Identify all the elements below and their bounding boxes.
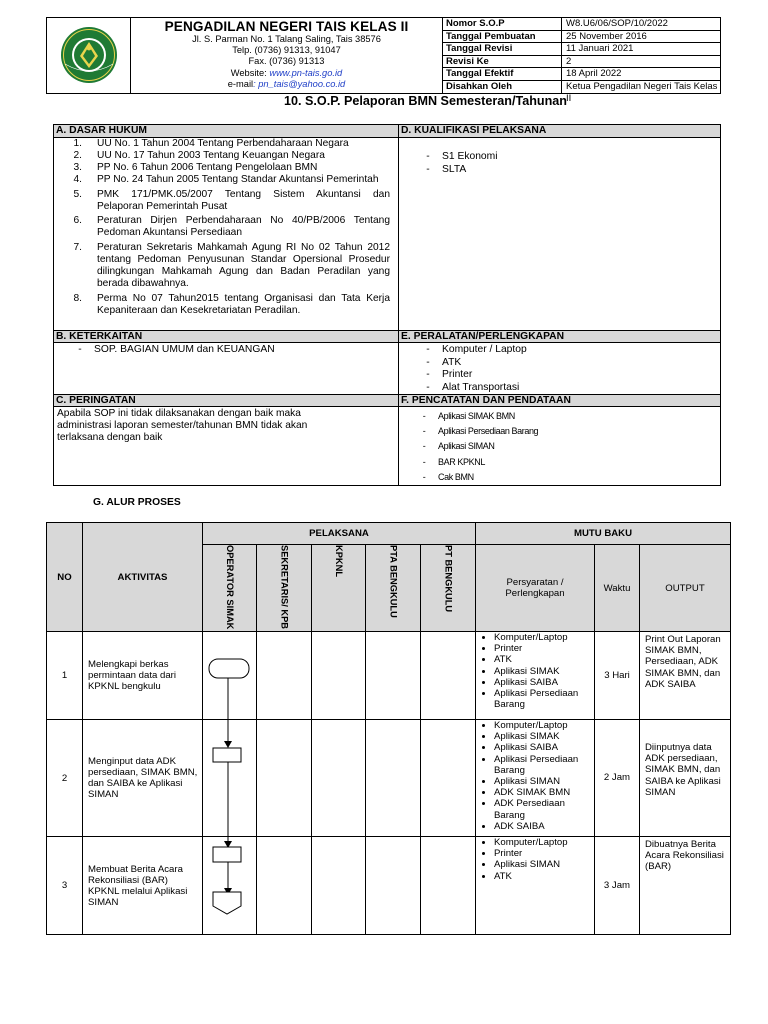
actor-cell [257, 837, 312, 935]
process-row [47, 720, 731, 837]
col-pelaksana: PELAKSANA [203, 523, 476, 545]
kualifikasi-item [414, 164, 714, 177]
persyaratan-item: • Komputer/Laptop [494, 632, 594, 643]
persyaratan-item: • Aplikasi Persediaan Barang [494, 688, 594, 710]
dasar-hukum-item [54, 215, 398, 239]
pencatatan-list [410, 409, 710, 485]
process-output: Dibuatnya Berita Acara Rekonsiliasi (BAR) [640, 837, 731, 935]
court-address-block [131, 18, 443, 93]
peringatan-text: Apabila SOP ini tidak dilaksanakan dengan baik maka administrasi laporan semester/tahunan BMN tidak akan terlaksana dengan baik [57, 408, 308, 443]
persyaratan-item: • ADK SAIBA [494, 821, 594, 832]
meta-row [443, 18, 721, 31]
kualifikasi-list [414, 151, 714, 176]
process-aktivitas: Melengkapi berkas permintaan data dari KPKNL bengkulu [83, 632, 203, 720]
section-e-header: E. PERALATAN/PERLENGKAPAN [399, 330, 720, 343]
persyaratan-item: • Aplikasi Persediaan Barang [494, 754, 594, 776]
meta-value: 25 November 2016 [566, 30, 647, 42]
meta-key: Tanggal Efektif [443, 68, 562, 80]
pencatatan-item [410, 424, 710, 439]
persyaratan-list [476, 720, 594, 832]
website-link[interactable]: www.pn-tais.go.id [269, 67, 343, 78]
col-waktu: Waktu [595, 545, 640, 632]
process-row [47, 837, 731, 935]
dash-bullet: - [426, 369, 430, 380]
court-address: Jl. S. Parman No. 1 Talang Saling, Tais 38576 [192, 34, 381, 44]
persyaratan-item: • Komputer/Laptop [494, 720, 594, 731]
persyaratan-item: • ADK SIMAK BMN [494, 787, 594, 798]
persyaratan-item: • Printer [494, 848, 594, 859]
pencatatan-text: BAR KPKNL [438, 456, 485, 467]
actor-cell [312, 632, 366, 720]
dash-bullet: - [422, 471, 426, 482]
peralatan-text: Printer [442, 369, 473, 380]
sop-meta-table [443, 18, 721, 104]
website-label: Website: [230, 67, 270, 78]
process-aktivitas: Membuat Berita Acara Rekonsiliasi (BAR) KPKNL melalui Aplikasi SIMAN [83, 837, 203, 935]
persyaratan-item: • ATK [494, 871, 594, 882]
col-mutu-baku: MUTU BAKU [476, 523, 731, 545]
meta-value: 11 Januari 2021 [566, 43, 634, 54]
peralatan-text: Komputer / Laptop [442, 344, 527, 355]
court-phone: Telp. (0736) 91313, 91047 [232, 45, 341, 56]
meta-value: Ketua Pengadilan Negeri Tais Kelas II [566, 80, 718, 104]
persyaratan-item: • Aplikasi SIMAK [494, 666, 594, 677]
dasar-hukum-number: 3. [73, 161, 82, 173]
persyaratan-list [476, 837, 594, 882]
dash-bullet: - [422, 426, 426, 437]
persyaratan-item: • Aplikasi SIMAK [494, 731, 594, 742]
dasar-hukum-item [54, 174, 398, 186]
dash-bullet: - [426, 356, 430, 368]
email-label: e-mail [227, 78, 254, 89]
peralatan-text: Alat Transportasi [442, 381, 520, 393]
pencatatan-item [410, 455, 710, 470]
persyaratan-item: • ADK Persediaan Barang [494, 798, 594, 820]
section-c-header: C. PERINGATAN [54, 394, 398, 407]
meta-row [443, 31, 721, 44]
process-no: 3 [47, 837, 83, 935]
persyaratan-item: • Aplikasi SIMAN [494, 776, 594, 787]
col-output: OUTPUT [640, 545, 731, 632]
pencatatan-text: Aplikasi SIMAN [438, 441, 495, 452]
dasar-hukum-number: 6. [73, 215, 82, 227]
court-name: PENGADILAN NEGERI TAIS KELAS II [164, 19, 409, 34]
meta-row [443, 43, 721, 56]
actor-cell [421, 720, 476, 837]
dasar-hukum-list [54, 138, 398, 317]
dasar-hukum-number: 4. [73, 173, 82, 185]
pencatatan-text: Cak BMN [438, 471, 474, 482]
dasar-hukum-text: PP No. 24 Tahun 2005 Tentang Standar Akuntansi Pemerintah [97, 173, 379, 185]
keterkaitan-list [66, 344, 386, 357]
actor-cell [203, 720, 257, 837]
col-aktivitas: AKTIVITAS [83, 523, 203, 632]
peralatan-item [414, 382, 714, 395]
dasar-hukum-text: PP No. 6 Tahun 2006 Tentang Pengelolaan BMN [97, 161, 318, 173]
col-no: NO [47, 523, 83, 632]
process-persyaratan [476, 632, 595, 720]
actor-cell [203, 632, 257, 720]
process-row [47, 632, 731, 720]
dash-bullet: - [422, 411, 426, 421]
actor-cell [421, 837, 476, 935]
dash-bullet: - [426, 344, 430, 355]
section-d-header: D. KUALIFIKASI PELAKSANA [399, 125, 720, 138]
peralatan-item [414, 344, 714, 357]
actor-cell [312, 720, 366, 837]
actor-cell [421, 632, 476, 720]
court-website-line [131, 68, 442, 79]
court-fax: Fax. (0736) 91313 [248, 56, 325, 67]
peralatan-list [414, 344, 714, 394]
process-output: Diinputnya data ADK persediaan, SIMAK BMN, dan SAIBA ke Aplikasi SIMAN [640, 720, 731, 837]
dasar-hukum-number: 8. [73, 292, 82, 304]
pencatatan-text: Aplikasi SIMAK BMN [438, 411, 515, 421]
keterkaitan-text: SOP. BAGIAN UMUM dan KEUANGAN [94, 344, 275, 355]
dash-bullet: - [426, 151, 430, 162]
meta-key: Disahkan Oleh [443, 81, 562, 94]
dash-bullet: - [422, 456, 426, 467]
col-persyaratan: Persyaratan / Perlengkapan [476, 545, 595, 632]
persyaratan-item: • Aplikasi SIMAN [494, 859, 594, 870]
actor-cell [366, 632, 421, 720]
dash-bullet: - [78, 344, 82, 355]
section-b-header: B. KETERKAITAN [54, 330, 398, 343]
dasar-hukum-text: Peraturan Sekretaris Mahkamah Agung RI No 02 Tahun 2012 tentang Pedoman Penyusunan Standar Opersional Prosedur dilingkungan Mahkamah Agung dan Badan Peradilan yang berada dibawahnya. [97, 242, 390, 289]
col-actor-operator-simak: OPERATOR SIMAK [203, 545, 257, 632]
persyaratan-item: • Komputer/Laptop [494, 837, 594, 848]
dash-bullet: - [426, 163, 430, 175]
process-waktu: 2 Jam [595, 720, 640, 837]
pencatatan-item [410, 439, 710, 454]
meta-key: Nomor S.O.P [443, 18, 562, 30]
pencatatan-item [410, 470, 710, 485]
col-actor-kpknl: KPKNL [312, 545, 366, 632]
kualifikasi-text: S1 Ekonomi [442, 151, 498, 162]
dasar-hukum-item [54, 150, 398, 162]
dasar-hukum-number: 7. [73, 242, 82, 254]
process-no: 1 [47, 632, 83, 720]
sop-title: 10. S.O.P. Pelaporan BMN Semesteran/Tahunan [284, 94, 567, 108]
logo-cell [47, 18, 131, 93]
kualifikasi-item [414, 151, 714, 164]
dasar-hukum-item [54, 293, 398, 317]
pencatatan-text: Aplikasi Persediaan Barang [438, 426, 539, 437]
meta-row [443, 68, 721, 81]
persyaratan-item: • ATK [494, 654, 594, 665]
persyaratan-item: • Printer [494, 643, 594, 654]
dasar-hukum-item [54, 138, 398, 150]
peralatan-item [414, 357, 714, 370]
dasar-hukum-text: PMK 171/PMK.05/2007 Tentang Sistem Akuntansi dan Pelaporan Pemerintah Pusat [97, 188, 390, 212]
meta-value: 18 April 2022 [566, 68, 622, 79]
persyaratan-list [476, 632, 594, 710]
process-persyaratan [476, 720, 595, 837]
col-actor-pta-bengkulu: PTA BENGKULU [366, 545, 421, 632]
alur-proses-table [46, 522, 731, 935]
keterkaitan-item [66, 344, 386, 357]
process-aktivitas: Menginput data ADK persediaan, SIMAK BMN, dan SAIBA ke Aplikasi SIMAN [83, 720, 203, 837]
process-waktu: 3 Hari [595, 632, 640, 720]
meta-value: W8.U6/06/SOP/10/2022 [566, 18, 668, 29]
actor-cell [366, 837, 421, 935]
dasar-hukum-item [54, 189, 398, 213]
peralatan-text: ATK [442, 356, 462, 368]
dasar-hukum-text: Peraturan Dirjen Perbendaharaan No 40/PB/2006 Tentang Pedoman Akuntansi Persediaan [97, 215, 390, 239]
court-email-line [131, 79, 442, 90]
dasar-hukum-text: UU No. 17 Tahun 2003 Tentang Keuangan Negara [97, 149, 325, 161]
meta-row [443, 80, 721, 104]
section-g-title: G. ALUR PROSES [93, 497, 181, 508]
col-actor-sekretaris-kpb: SEKRETARIS/ KPB [257, 545, 312, 632]
dash-bullet: - [422, 441, 426, 452]
dasar-hukum-item [54, 162, 398, 174]
dasar-hukum-number: 1. [73, 138, 82, 149]
meta-key: Tanggal Pembuatan [443, 31, 562, 43]
actor-cell [257, 720, 312, 837]
process-waktu: 3 Jam [595, 837, 640, 935]
dasar-hukum-number: 5. [73, 188, 82, 200]
meta-key: Tanggal Revisi [443, 43, 562, 55]
actor-cell [366, 720, 421, 837]
email-link[interactable]: : pn_tais@yahoo.co.id [253, 78, 346, 89]
process-persyaratan [476, 837, 595, 935]
pencatatan-item [410, 409, 710, 424]
section-f-header: F. PENCATATAN DAN PENDATAAN [399, 394, 720, 407]
dasar-hukum-item [54, 242, 398, 290]
dasar-hukum-text: UU No. 1 Tahun 2004 Tentang Perbendaharaan Negara [97, 138, 349, 149]
dash-bullet: - [426, 381, 430, 393]
col-actor-pt-bengkulu: PT BENGKULU [421, 545, 476, 632]
meta-row [443, 56, 721, 69]
peralatan-item [414, 369, 714, 382]
kualifikasi-text: SLTA [442, 163, 467, 175]
meta-key: Revisi Ke [443, 56, 562, 68]
meta-value: 2 [566, 55, 572, 67]
actor-cell [257, 632, 312, 720]
actor-cell [312, 837, 366, 935]
sop-info-grid [53, 124, 721, 486]
persyaratan-item: • Aplikasi SAIBA [494, 677, 594, 688]
dasar-hukum-number: 2. [73, 149, 82, 161]
persyaratan-item: • Aplikasi SAIBA [494, 742, 594, 753]
dasar-hukum-text: Perma No 07 Tahun2015 tentang Organisasi dan Tata Kerja Kepaniteraan dan Kesekretariatan Peradilan. [97, 292, 390, 316]
court-logo [47, 18, 131, 93]
actor-cell [203, 837, 257, 935]
process-output: Print Out Laporan SIMAK BMN, Persediaan, ADK SIMAK BMN, dan ADK SAIBA [640, 632, 731, 720]
section-a-header: A. DASAR HUKUM [54, 125, 398, 138]
process-no: 2 [47, 720, 83, 837]
